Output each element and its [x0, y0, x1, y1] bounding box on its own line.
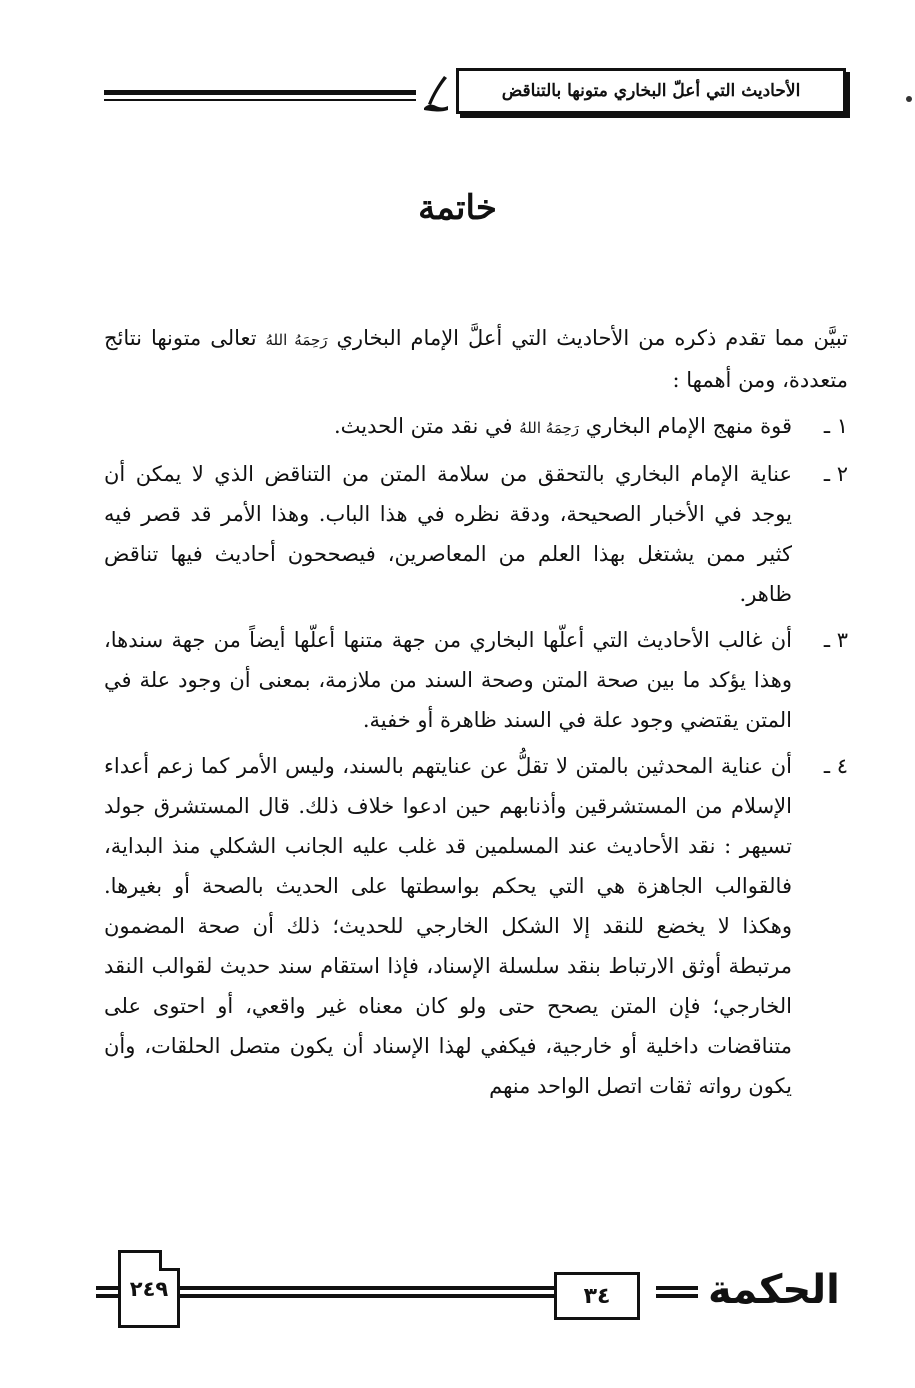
list-item	[104, 454, 848, 614]
page-number-box	[118, 1250, 180, 1328]
item-number: ٤ ـ	[823, 754, 848, 778]
header-title: الأحاديث التي أعلّ البخاري متونها بالتناقض	[501, 81, 801, 101]
item-text	[104, 406, 792, 448]
issue-number: ٣٤	[583, 1283, 611, 1309]
intro-paragraph	[104, 318, 848, 400]
list-item	[104, 620, 848, 740]
body-text	[104, 318, 848, 1112]
header-title-box	[456, 68, 846, 114]
header-rule	[104, 90, 416, 104]
running-header	[104, 68, 850, 120]
footer-rule-right	[656, 1286, 698, 1290]
footer-rule-right-2	[656, 1294, 698, 1298]
journal-logo: الحكمة	[708, 1267, 840, 1313]
item-text: أن عناية المحدثين بالمتن لا تقلُّ عن عنايتهم بالسند، وليس الأمر كما زعم أعداء الإسلام من المستشرقين وأذنابهم حين ادعوا خلاف ذلك. قال المستشرق جولد تسيهر : نقد الأحاديث عند المسلمين قد غلب عليه الجانب الشكلي منذ البداية، فالقوالب الجاهزة هي التي يحكم بواسطتها على الحديث بالصحة أو بغيرها. وهكذا لا يخضع للنقد إلا الشكل الخارجي للحديث؛ ذلك أن صحة المضمون مرتبطة أوثق الارتباط بنقد سلسلة الإسناد، فإذا استقام سند حديث لقوالب النقد الخارجي؛ فإن المتن يصحح حتى ولو كان معناه غير واقعي، أو احتوى على متناقضات داخلية أو خارجية، فيكفي لهذا الإسناد أن يكون متصل الحلقات، وأن يكون رواته ثقات اتصل الواحد منهم	[104, 754, 792, 1098]
footer-rule-left	[96, 1286, 118, 1290]
list-item	[104, 746, 848, 1106]
edge-dot	[906, 96, 912, 102]
item-number: ٢ ـ	[823, 462, 848, 486]
page-number: ٢٤٩	[129, 1277, 169, 1301]
item-text: عناية الإمام البخاري بالتحقق من سلامة المتن من التناقض الذي لا يمكن أن يوجد في الأخبار الصحيحة، ودقة نظره في هذا الباب. وهذا الأمر قد قصر فيه كثير ممن يشتغل بهذا العلم من المعاصرين، فيصححون أحاديث فيها تناقض ظاهر.	[104, 462, 792, 606]
footer-rule-middle-2	[180, 1294, 554, 1298]
item-number: ٣ ـ	[823, 628, 848, 652]
footer-rule-left-2	[96, 1294, 118, 1298]
item-text-after: في نقد متن الحديث.	[334, 414, 520, 438]
header-rule-thin	[104, 99, 416, 101]
item-text-before: قوة منهج الإمام البخاري	[579, 414, 792, 438]
quill-pen-icon	[420, 74, 450, 114]
header-rule-thick	[104, 90, 416, 95]
honorific: رَحِمَهُ اللهُ	[519, 419, 580, 437]
intro-text-after: تعالى متونها نتائج متعددة، ومن أهمها :	[104, 326, 848, 392]
issue-number-box	[554, 1272, 640, 1320]
list-item	[104, 406, 848, 448]
intro-text-before: تبيَّن مما تقدم ذكره من الأحاديث التي أعلَّ الإمام البخاري	[327, 326, 848, 350]
honorific: رَحِمَهُ اللهُ	[265, 331, 328, 349]
item-number: ١ ـ	[823, 414, 848, 438]
page-footer	[96, 1250, 846, 1340]
footer-rule-middle	[180, 1286, 554, 1290]
item-text: أن غالب الأحاديث التي أعلّها البخاري من جهة متنها أعلّها أيضاً من جهة سندها، وهذا يؤكد ما بين صحة المتن وصحة السند من ملازمة، بمعنى أن وجود علة في المتن يقتضي وجود علة في السند ظاهرة أو خفية.	[104, 628, 792, 732]
chapter-title: خاتمة	[418, 188, 497, 228]
